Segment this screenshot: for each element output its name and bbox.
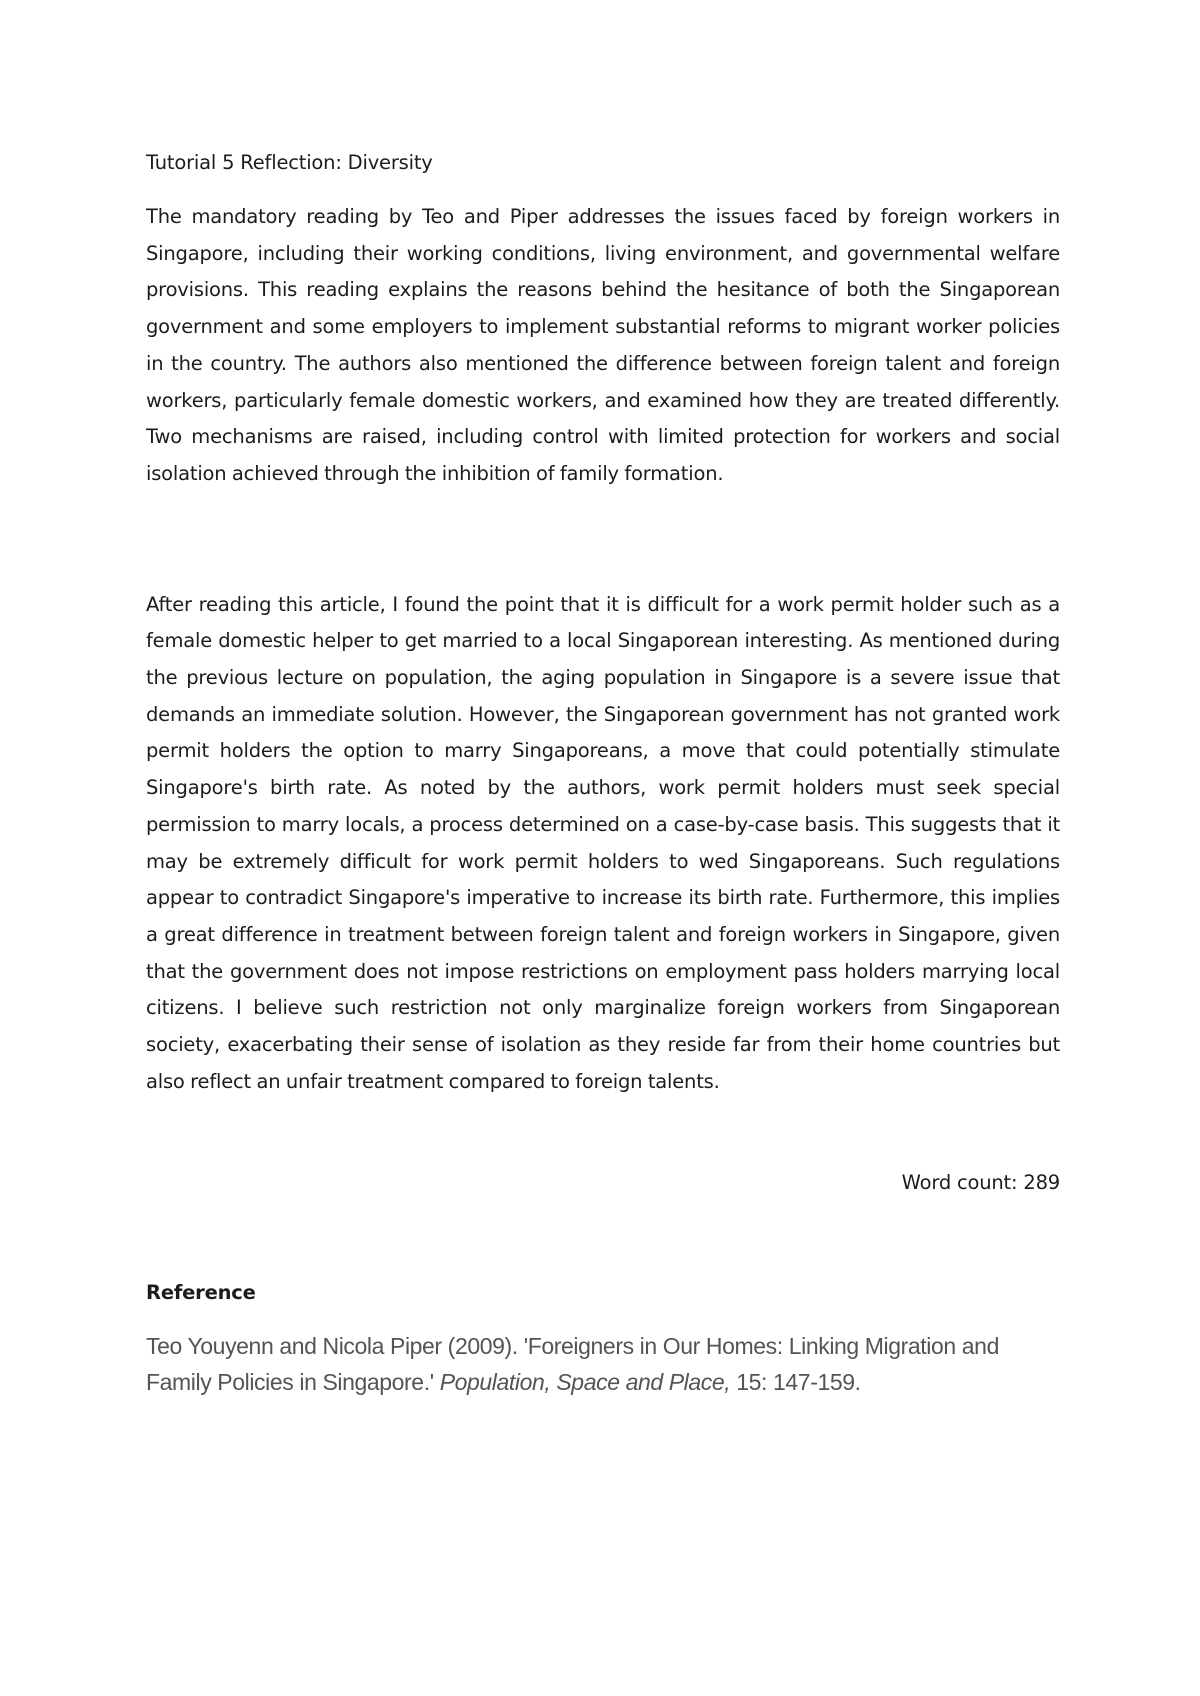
document-title: Tutorial 5 Reflection: Diversity (146, 151, 433, 174)
reflection-paragraph: After reading this article, I found the point that it is difficult for a work permit holder such as a female domestic helper to get married to a local Singaporean interesting. As mentioned during the previous lecture on population, the aging population in Singapore is a severe issue that demands an immediate solution. However, the Singaporean government has not granted work permit holders the option to marry Singaporeans, a move that could potentially stimulate Singapore's birth rate. As noted by the authors, work permit holders must seek special permission to marry locals, a process determined on a case-by-case basis. This suggests that it may be extremely difficult for work permit holders to wed Singaporeans. Such regulations appear to contradict Singapore's imperative to increase its birth rate. Furthermore, this implies a great difference in treatment between foreign talent and foreign workers in Singapore, given that the government does not impose restrictions on employment pass holders marrying local citizens. I believe such restriction not only marginalize foreign workers from Singaporean society, exacerbating their sense of isolation as they reside far from their home countries but also reflect an unfair treatment compared to foreign talents. (146, 592, 1060, 1093)
reference-heading: Reference (146, 1281, 256, 1305)
word-count: Word count: 289 (901, 1171, 1060, 1195)
document-page (146, 148, 1060, 1400)
reference-authors-title: Teo Youyenn and Nicola Piper (2009). 'Foreigners in Our Homes: Linking Migration and Family Policies in Singapore.' (146, 1333, 999, 1396)
reference-pages: 15: 147-159. (736, 1369, 861, 1396)
reference-citation (146, 1328, 1060, 1400)
reference-journal: Population, Space and Place, (439, 1369, 731, 1396)
summary-paragraph: The mandatory reading by Teo and Piper addresses the issues faced by foreign workers in Singapore, including their working conditions, living environment, and governmental welfare provisions. This reading explains the reasons behind the hesitance of both the Singaporean government and some employers to implement substantial reforms to migrant worker policies in the country. The authors also mentioned the difference between foreign talent and foreign workers, particularly female domestic workers, and examined how they are treated differently. Two mechanisms are raised, including control with limited protection for workers and social isolation achieved through the inhibition of family formation. (146, 205, 1060, 485)
